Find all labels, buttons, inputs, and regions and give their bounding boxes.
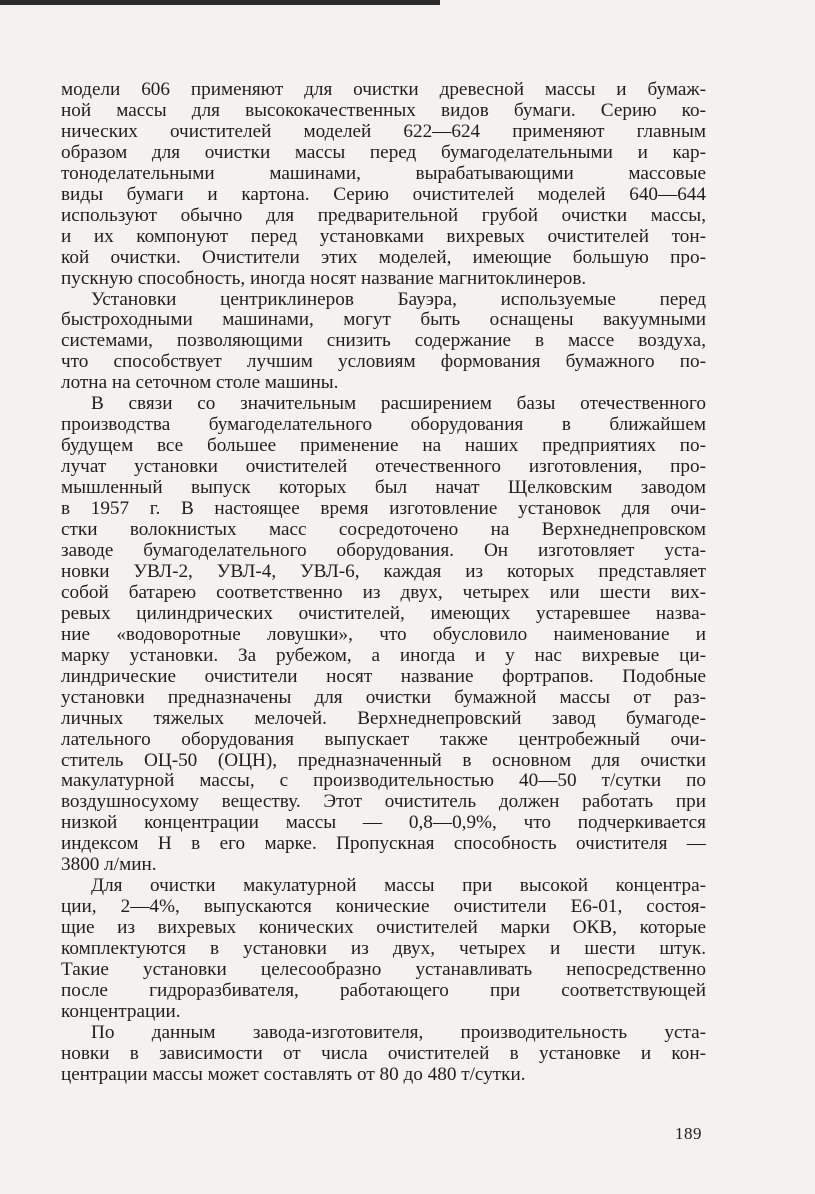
text-line: макулатурной массы, с производительностью 40—50 т/сутки по xyxy=(61,770,706,792)
page-body xyxy=(61,80,706,1086)
text-line: ние «водоворотные ловушки», что обусловило наименование и xyxy=(61,623,706,645)
text-line: лучат установки очистителей отечественного изготовления, про- xyxy=(61,456,706,478)
text-line: личных тяжелых мелочей. Верхнеднепровский завод бумагоде- xyxy=(61,707,706,729)
text-line: пускную способность, иногда носят название магнитоклинеров. xyxy=(61,267,587,289)
text-line: индексом Н в его марке. Пропускная способность очистителя — xyxy=(61,833,706,855)
text-line: центрации массы может составлять от 80 до 480 т/сутки. xyxy=(61,1063,526,1085)
text-line: В связи со значительным расширением базы отечественного xyxy=(91,393,706,415)
text-line: тоноделательными машинами, вырабатывающими массовые xyxy=(61,162,706,184)
text-line: ревых цилиндрических очистителей, имеющих устаревшее назва- xyxy=(61,602,706,624)
text-line: низкой концентрации массы — 0,8—0,9%, что подчеркивается xyxy=(61,812,706,834)
text-line: ции, 2—4%, выпускаются конические очистители Е6-01, состоя- xyxy=(61,896,706,918)
text-line: после гидроразбивателя, работающего при соответствующей xyxy=(61,979,706,1001)
text-line: линдрические очистители носят название фортрапов. Подобные xyxy=(61,665,706,687)
text-line: установки предназначены для очистки бумажной массы от раз- xyxy=(61,686,706,708)
text-line: новки УВЛ-2, УВЛ-4, УВЛ-6, каждая из которых представляет xyxy=(61,560,706,582)
text-line: По данным завода-изготовителя, производительность уста- xyxy=(91,1021,706,1043)
text-line: стки волокнистых масс сосредоточено на Верхнеднепровском xyxy=(61,519,706,541)
text-line: лательного оборудования выпускает также центробежный очи- xyxy=(61,728,706,750)
text-line: Для очистки макулатурной массы при высокой концентра- xyxy=(91,875,706,897)
text-line: используют обычно для предварительной грубой очистки массы, xyxy=(61,204,706,226)
paragraph xyxy=(61,80,706,290)
text-line: производства бумагоделательного оборудования в ближайшем xyxy=(61,414,706,436)
text-line: воздушносухому веществу. Этот очиститель должен работать при xyxy=(61,791,706,813)
text-line: заводе бумагоделательного оборудования. Он изготовляет уста- xyxy=(61,539,706,561)
text-line: 3800 л/мин. xyxy=(61,854,157,876)
paragraph xyxy=(61,876,706,1023)
text-line: модели 606 применяют для очистки древесной массы и бумаж- xyxy=(61,79,706,100)
text-line: быстроходными машинами, могут быть оснащены вакуумными xyxy=(61,309,706,331)
text-line: новки в зависимости от числа очистителей в установке и кон- xyxy=(61,1042,706,1064)
text-line: марку установки. За рубежом, а иногда и у нас вихревые ци- xyxy=(61,644,706,666)
text-line: лотна на сеточном столе машины. xyxy=(61,372,339,394)
text-line: что способствует лучшим условиям формования бумажного по- xyxy=(61,351,706,373)
text-line: кой очистки. Очистители этих моделей, имеющие большую про- xyxy=(61,246,706,268)
text-line: Установки центриклинеров Бауэра, используемые перед xyxy=(91,288,706,310)
paragraph xyxy=(61,394,706,876)
text-line: Такие установки целесообразно устанавливать непосредственно xyxy=(61,959,706,981)
text-line: мышленный выпуск которых был начат Щелковским заводом xyxy=(61,477,706,499)
text-line: собой батарею соответственно из двух, четырех или шести вих- xyxy=(61,581,706,603)
text-line: щие из вихревых конических очистителей марки ОКВ, которые xyxy=(61,917,706,939)
paragraph xyxy=(61,1023,706,1086)
text-line: ститель ОЦ-50 (ОЦН), предназначенный в основном для очистки xyxy=(61,749,706,771)
text-line: образом для очистки массы перед бумагоделательными и кар- xyxy=(61,141,706,163)
text-line: нических очистителей моделей 622—624 применяют главным xyxy=(61,120,706,142)
top-edge-rule xyxy=(0,0,440,5)
text-line: комплектуются в установки из двух, четырех и шести штук. xyxy=(61,938,706,960)
text-line: системами, позволяющими снизить содержание в массе воздуха, xyxy=(61,330,706,352)
text-line: концентрации. xyxy=(61,1000,181,1022)
text-line: в 1957 г. В настоящее время изготовление установок для очи- xyxy=(61,498,706,520)
paragraph xyxy=(61,290,706,395)
text-line: будущем все большее применение на наших предприятиях по- xyxy=(61,435,706,457)
text-line: ной массы для высококачественных видов бумаги. Серию ко- xyxy=(61,99,706,121)
text-line: виды бумаги и картона. Серию очистителей моделей 640—644 xyxy=(61,183,706,205)
page-number: 189 xyxy=(675,1124,702,1143)
text-line: и их компонуют перед установками вихревых очистителей тон- xyxy=(61,225,706,247)
